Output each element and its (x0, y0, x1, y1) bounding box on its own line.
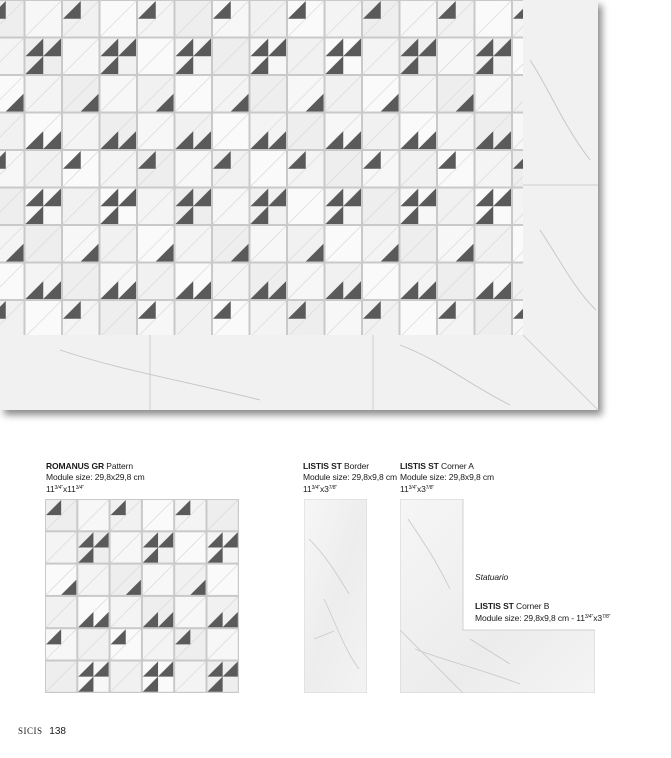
listis-border-swatch (304, 499, 367, 693)
module-size: Module size: 29,8x29,8 cm (46, 472, 145, 482)
product-type: Corner A (441, 461, 474, 471)
inch-size: $11^{3/4"}x11^{3/4"}$ (46, 484, 85, 494)
mosaic-grid (0, 0, 549, 337)
mosaic-tile (0, 114, 24, 150)
product-name: LISTIS ST (303, 461, 342, 471)
module-size: Module size: 29,8x9,8 cm (400, 472, 494, 482)
mosaic-grid (45, 499, 239, 693)
mosaic-floor-illustration (0, 0, 598, 410)
listis-border-tile (304, 499, 367, 693)
mosaic-tile (0, 264, 24, 300)
romanus-pattern-sheet (45, 499, 239, 693)
module-size: Module size: 29,8x9,8 cm (303, 472, 397, 482)
listis-st-corner-a-label (400, 461, 494, 495)
romanus-gr-swatch (45, 499, 239, 693)
mosaic-tile (0, 189, 24, 225)
material-label: Statuario (475, 572, 509, 582)
inch-size: $11^{3/4"}x3^{7/8"}$ (400, 484, 435, 494)
product-name: ROMANUS GR (46, 461, 105, 471)
hero-installation-image (0, 0, 598, 410)
product-type: Corner B (516, 601, 550, 611)
inch-size: $11^{3/4"}x3^{7/8"}$ (303, 484, 338, 494)
listis-st-border-label (303, 461, 397, 495)
module-size: Module size: 29,8x9,8 cm - $11^{3/4"}x3^{7/8"}$ (475, 613, 611, 623)
product-type: Pattern (106, 461, 134, 471)
product-type: Border (344, 461, 369, 471)
mosaic-tile (0, 39, 24, 75)
listis-corner-swatch (400, 499, 595, 693)
page-number: 138 (49, 726, 66, 737)
brand-logo: SICIS (18, 726, 43, 736)
listis-corner-tile (400, 499, 595, 693)
product-name: LISTIS ST (400, 461, 439, 471)
product-name: LISTIS ST (475, 601, 514, 611)
romanus-gr-label (46, 461, 145, 495)
page-footer (18, 726, 66, 737)
